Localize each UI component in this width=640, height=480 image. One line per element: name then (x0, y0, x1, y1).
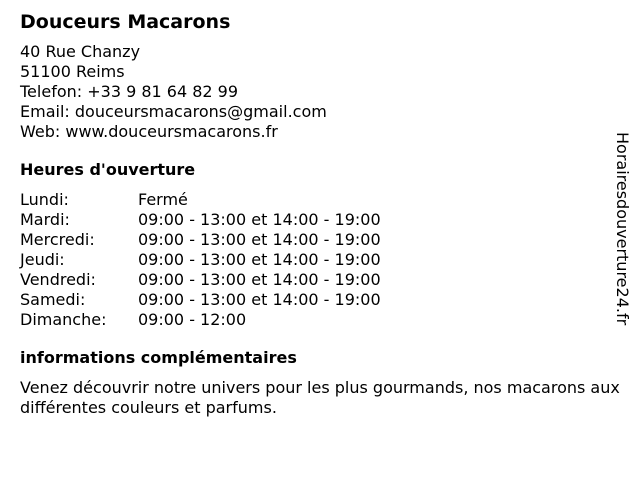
day-label: Jeudi: (20, 250, 65, 269)
day-hours: Fermé (138, 190, 188, 209)
day-label: Lundi: (20, 190, 69, 209)
business-card (20, 10, 620, 418)
city-postcode: 51100 Reims (20, 62, 125, 81)
info-heading: informations complémentaires (20, 348, 297, 367)
day-hours: 09:00 - 13:00 et 14:00 - 19:00 (138, 290, 381, 309)
brand-watermark: Horairesdouverture24.fr (613, 132, 632, 326)
web-line: Web: www.douceursmacarons.fr (20, 122, 278, 141)
day-hours: 09:00 - 13:00 et 14:00 - 19:00 (138, 230, 381, 249)
business-name: Douceurs Macarons (20, 11, 231, 33)
day-hours: 09:00 - 12:00 (138, 310, 247, 329)
email-line: Email: douceursmacarons@gmail.com (20, 102, 327, 121)
hours-row (20, 310, 610, 330)
hours-row (20, 270, 610, 290)
hours-row (20, 190, 610, 210)
day-label: Mercredi: (20, 230, 95, 249)
day-hours: 09:00 - 13:00 et 14:00 - 19:00 (138, 250, 381, 269)
hours-row (20, 290, 610, 310)
hours-row (20, 210, 610, 230)
day-label: Dimanche: (20, 310, 107, 329)
day-hours: 09:00 - 13:00 et 14:00 - 19:00 (138, 270, 381, 289)
day-hours: 09:00 - 13:00 et 14:00 - 19:00 (138, 210, 381, 229)
day-label: Mardi: (20, 210, 70, 229)
hours-row (20, 230, 610, 250)
info-text: Venez découvrir notre univers pour les plus gourmands, nos macarons aux différentes couleurs et parfums. (20, 378, 620, 417)
day-label: Vendredi: (20, 270, 96, 289)
street-address: 40 Rue Chanzy (20, 42, 141, 61)
hours-heading: Heures d'ouverture (20, 160, 196, 179)
phone-line: Telefon: +33 9 81 64 82 99 (20, 82, 239, 101)
day-label: Samedi: (20, 290, 86, 309)
hours-row (20, 250, 610, 270)
